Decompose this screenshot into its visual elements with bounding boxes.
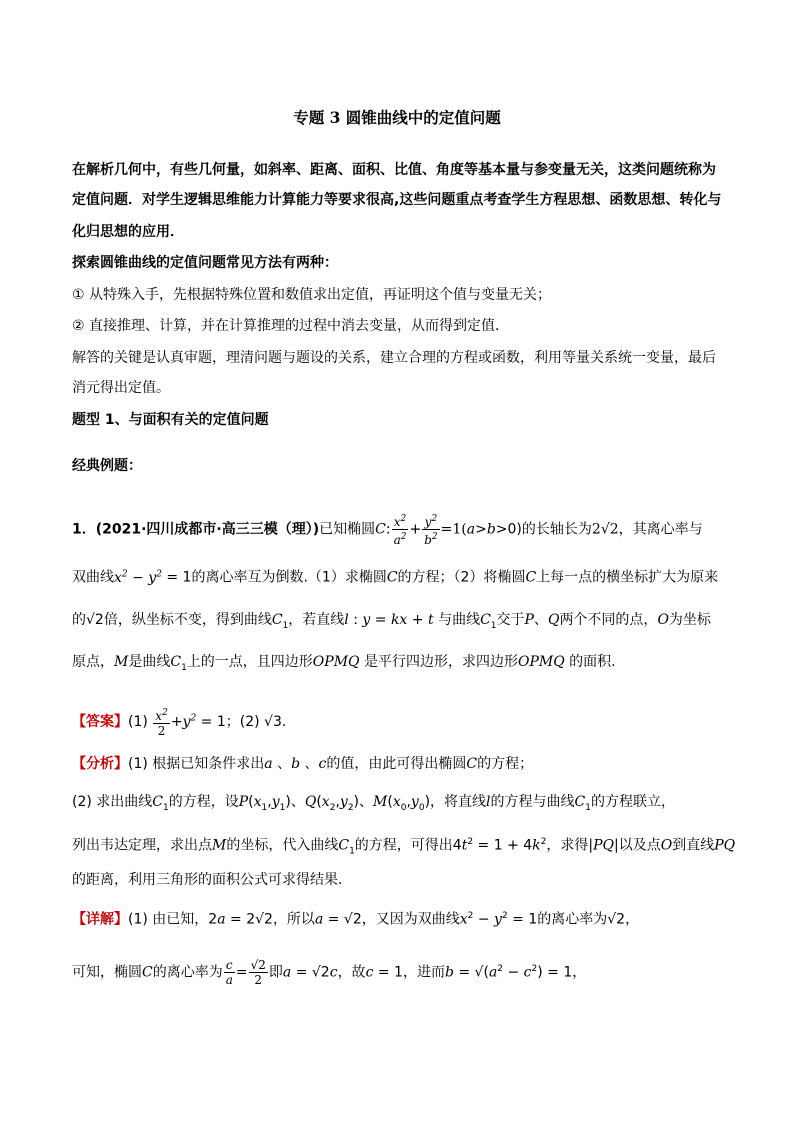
answer-line: 【答案】(1) $\frac{x^2}{2}$ $+y^2 = 1$；(2) √3. (72, 708, 287, 738)
detail-line-1: 【详解】(1) 由已知，2a = 2√2，所以a = √2，又因为双曲线$x^2 - y^2 = 1$的离心率为√2， (72, 911, 640, 928)
problem-line-2: 双曲线$x^2 - y^2 = 1$的离心率互为倒数.（1）求椭圆C的方程；（2）将椭圆C上每一点的横坐标扩大为原来 (72, 569, 719, 586)
intro-line-3: 化归思想的应用． (72, 224, 184, 240)
analysis-tag: 【分析】 (72, 756, 128, 772)
problem-source: 1．(2021·四川成都市·高三三模（理）) (72, 521, 320, 538)
method-1: ① 从特殊入手，先根据特殊位置和数值求出定值，再证明这个值与变量无关； (72, 287, 551, 303)
intro-line-6: 消元得出定值。 (72, 380, 170, 396)
intro-line-1: 在解析几何中，有些几何量，如斜率、距离、面积、比值、角度等基本量与参变量无关，这类问题统称为 (72, 162, 716, 178)
answer-tag: 【答案】 (72, 714, 128, 730)
intro-line-2: 定值问题．对学生逻辑思维能力计算能力等要求很高,这些问题重点考查学生方程思想、函数思想、转化与 (72, 192, 722, 208)
analysis-line-1: 【分析】(1) 根据已知条件求出a 、b 、c的值，由此可得出椭圆C的方程； (72, 756, 534, 772)
page-title: 专题 3 圆锥曲线中的定值问题 (293, 108, 501, 127)
analysis-line-2: (2) 求出曲线$C_1$的方程，设$P(x_1,y_1)$、$Q(x_2,y_2)$、$M(x_0,y_0)$，将直线l的方程与曲线$C_1$的方程联立， (72, 794, 675, 813)
method-2: ② 直接推理、计算，并在计算推理的过程中消去变量，从而得到定值． (72, 318, 509, 334)
detail-line-2: 可知，椭圆C的离心率为 $\frac{c}{a}$ = $\frac{√2}{2}$ 即a = √2c，故c = 1，进而$b = √(a^2 - c^2) = 1$， (72, 958, 587, 987)
problem-line-1: 1．(2021·四川成都市·高三三模（理）)已知椭圆C: $\frac{x^2}{a^2}$ + $\frac{y^2}{b^2}$ =1(a>b>0)的长轴长为2√2，其离心率与 (72, 514, 703, 547)
type-heading: 题型 1、与面积有关的定值问题 (72, 412, 269, 428)
example-heading: 经典例题： (72, 458, 142, 474)
intro-line-5: 解答的关键是认真审题，理清问题与题设的关系，建立合理的方程或函数，利用等量关系统一变量，最后 (72, 350, 716, 366)
detail-tag: 【详解】 (72, 911, 128, 928)
problem-line-4: 原点，M是曲线$C_1$上的一点，且四边形OPMQ 是平行四边形，求四边形OPMQ 的面积. (72, 654, 616, 673)
problem-line-3: 的√2倍，纵坐标不变，得到曲线$C_1$，若直线l : y = kx + t 与曲线$C_1$交于P、Q两个不同的点，O为坐标 (72, 612, 711, 631)
analysis-line-4: 的距离，利用三角形的面积公式可求得结果. (72, 872, 343, 888)
analysis-line-3: 列出韦达定理，求出点M的坐标，代入曲线$C_1$的方程，可得出$4t^2 = 1 + 4k^2$，求得|PQ|以及点O到直线PQ (72, 837, 736, 857)
intro-line-4: 探索圆锥曲线的定值问题常见方法有两种： (72, 255, 338, 271)
